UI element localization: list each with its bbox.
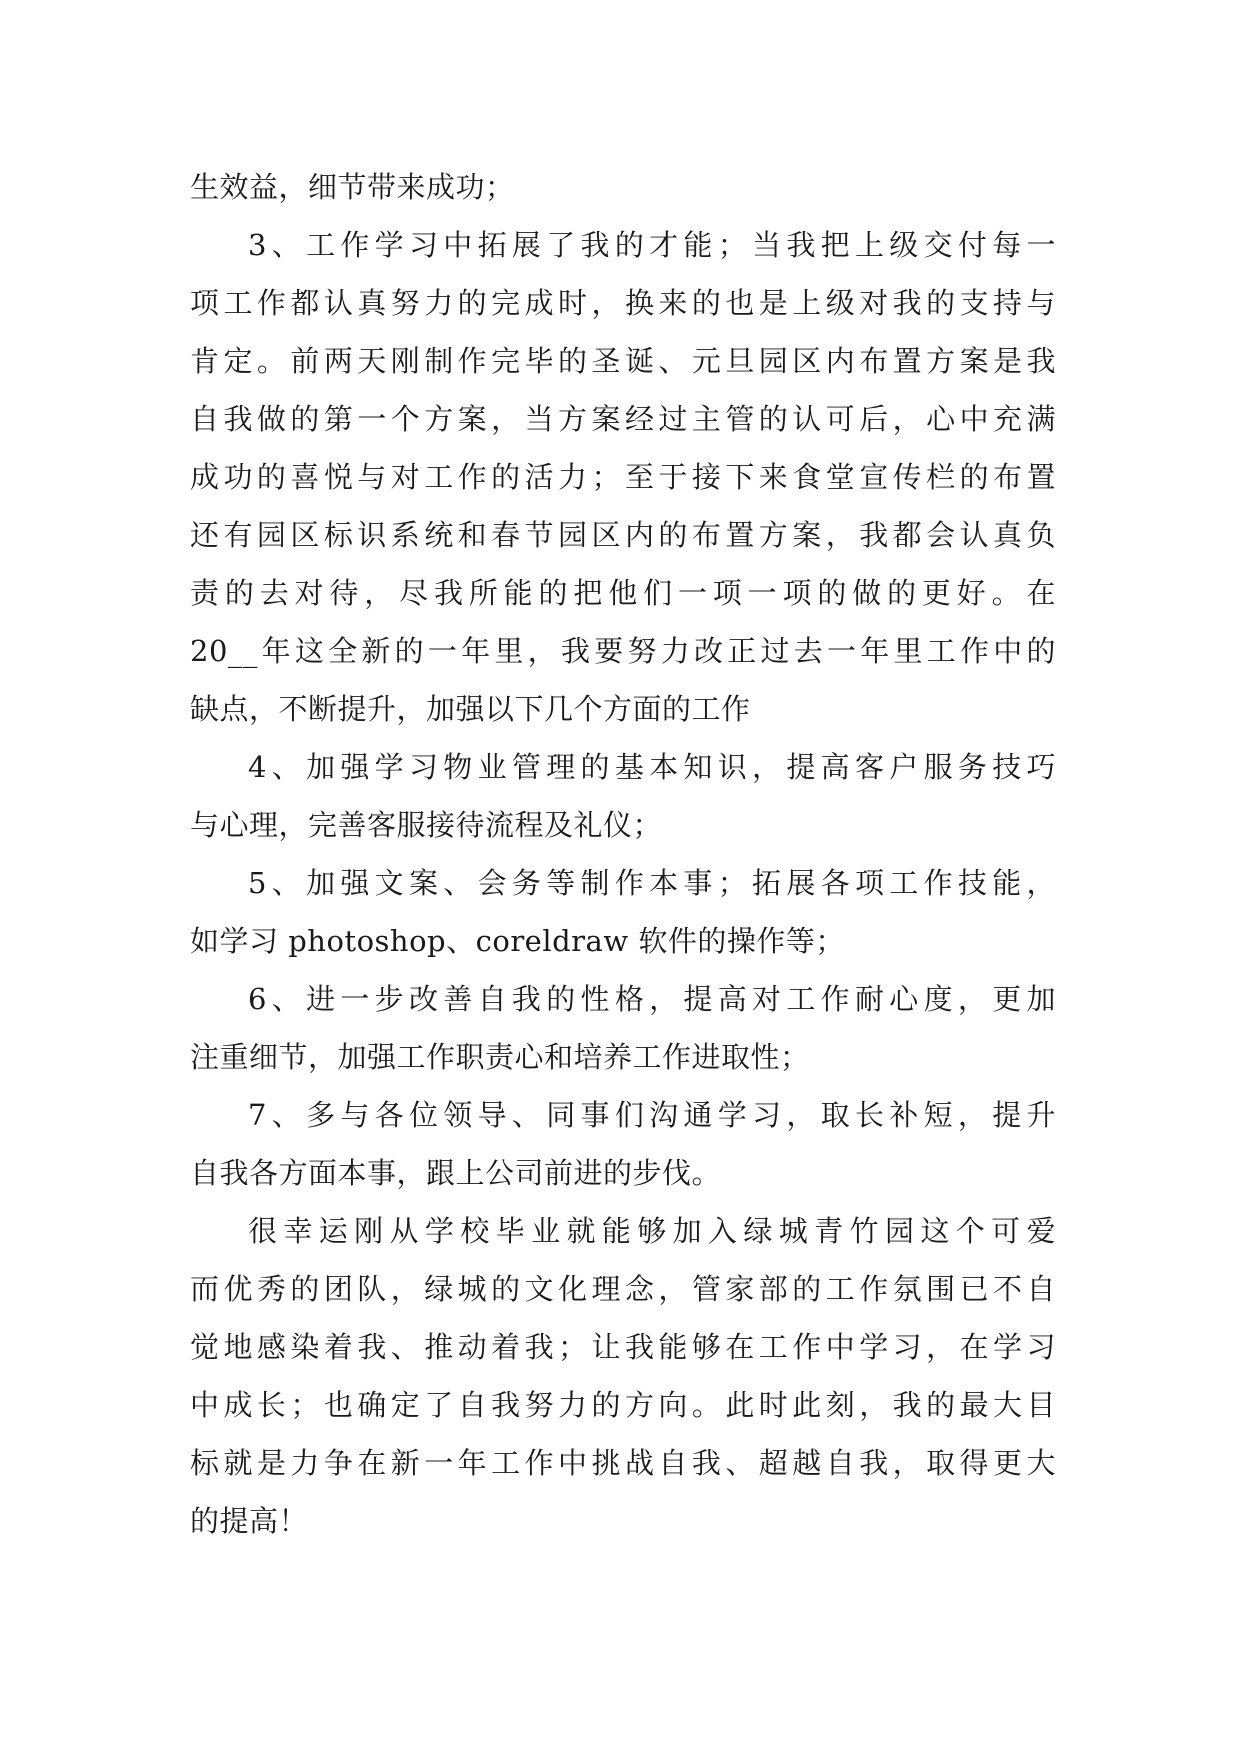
paragraph xyxy=(190,1202,1056,1550)
paragraph-line: 4、加强学习物业管理的基本知识，提高客户服务技巧 xyxy=(248,750,1056,784)
paragraph-line: 责的去对待，尽我所能的把他们一项一项的做的更好。在 xyxy=(190,576,1056,610)
paragraph-line: 与心理，完善客服接待流程及礼仪； xyxy=(190,808,663,842)
paragraph-line: 如学习 photoshop、coreldraw 软件的操作等； xyxy=(190,924,845,958)
paragraph xyxy=(190,158,1056,216)
paragraph-line: 缺点，不断提升，加强以下几个方面的工作 xyxy=(190,692,751,726)
paragraph-line: 生效益，细节带来成功； xyxy=(190,170,515,204)
paragraph-line: 6、进一步改善自我的性格，提高对工作耐心度，更加 xyxy=(248,982,1056,1016)
paragraph-line: 标就是力争在新一年工作中挑战自我、超越自我，取得更大 xyxy=(190,1446,1056,1480)
paragraph xyxy=(190,854,1056,970)
paragraph-line: 而优秀的团队，绿城的文化理念，管家部的工作氛围已不自 xyxy=(190,1272,1056,1306)
paragraph-line: 的提高！ xyxy=(190,1504,309,1538)
paragraph-line: 自我做的第一个方案，当方案经过主管的认可后，心中充满 xyxy=(190,402,1056,436)
paragraph-line: 20__年这全新的一年里，我要努力改正过去一年里工作中的 xyxy=(190,634,1056,668)
paragraph-line: 很幸运刚从学校毕业就能够加入绿城青竹园这个可爱 xyxy=(248,1214,1056,1248)
document-body xyxy=(190,158,1056,1550)
paragraph-line: 中成长；也确定了自我努力的方向。此时此刻，我的最大目 xyxy=(190,1388,1056,1422)
paragraph-line: 肯定。前两天刚制作完毕的圣诞、元旦园区内布置方案是我 xyxy=(190,344,1056,378)
paragraph-line: 注重细节，加强工作职责心和培养工作进取性； xyxy=(190,1040,810,1074)
paragraph xyxy=(190,970,1056,1086)
paragraph-line: 5、加强文案、会务等制作本事；拓展各项工作技能， xyxy=(248,866,1056,900)
paragraph-line: 3、工作学习中拓展了我的才能；当我把上级交付每一 xyxy=(248,228,1056,262)
paragraph xyxy=(190,738,1056,854)
paragraph-line: 项工作都认真努力的完成时，换来的也是上级对我的支持与 xyxy=(190,286,1056,320)
paragraph-line: 成功的喜悦与对工作的活力；至于接下来食堂宣传栏的布置 xyxy=(190,460,1056,494)
paragraph-line: 觉地感染着我、推动着我；让我能够在工作中学习，在学习 xyxy=(190,1330,1056,1364)
paragraph xyxy=(190,216,1056,738)
paragraph-line: 自我各方面本事，跟上公司前进的步伐。 xyxy=(190,1156,722,1190)
paragraph xyxy=(190,1086,1056,1202)
paragraph-line: 还有园区标识系统和春节园区内的布置方案，我都会认真负 xyxy=(190,518,1056,552)
paragraph-line: 7、多与各位领导、同事们沟通学习，取长补短，提升 xyxy=(248,1098,1056,1132)
